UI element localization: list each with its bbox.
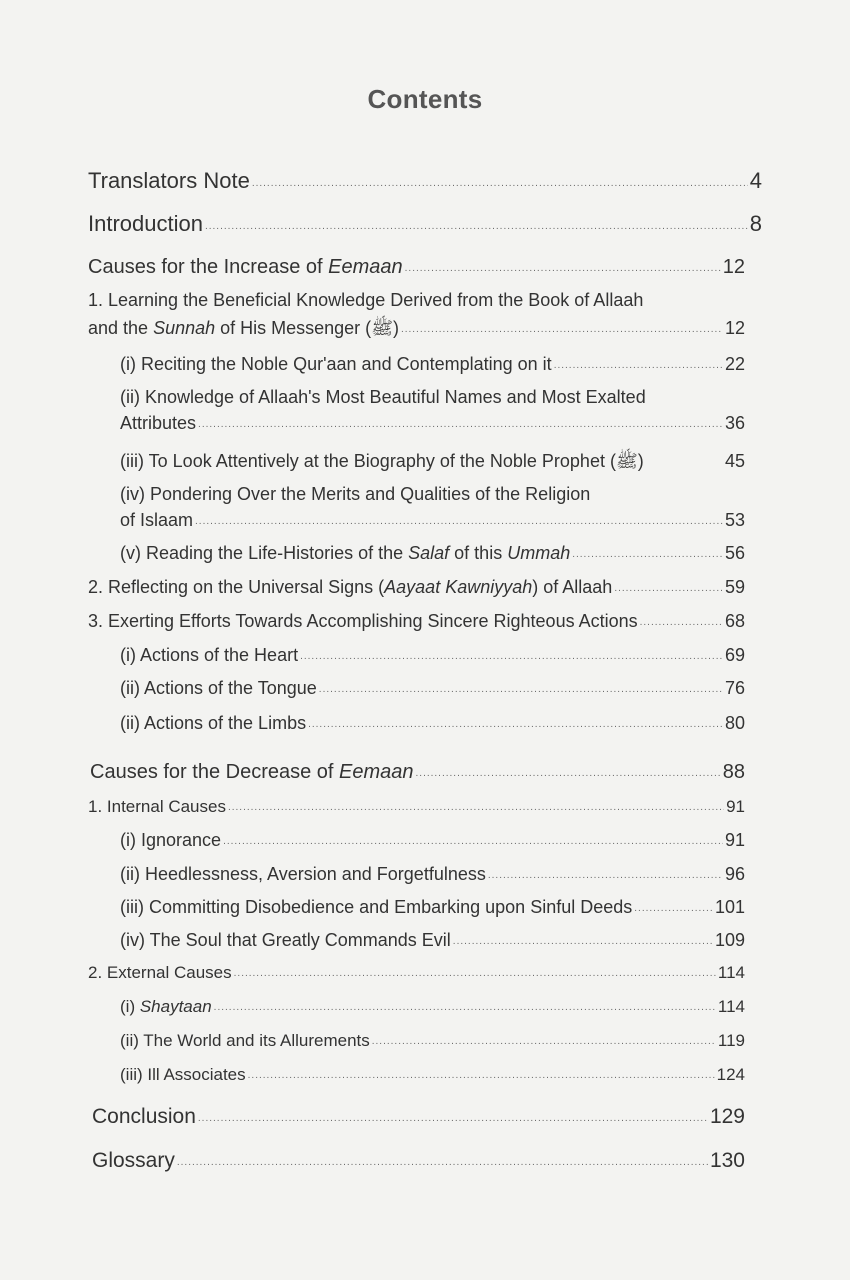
toc-entry-label: Translators Note: [88, 168, 250, 193]
toc-entry-page: 109: [714, 930, 745, 950]
dot-leader: [252, 178, 748, 189]
dot-leader: [248, 1070, 715, 1081]
toc-entry-page: 76: [724, 678, 745, 698]
toc-entry-page: 114: [717, 997, 745, 1016]
toc-entry-page: 56: [724, 543, 745, 563]
toc-entry-page: 69: [724, 645, 745, 665]
toc-entry-label-line1: (ii) Knowledge of Allaah's Most Beautiful Names and Most Exalted: [120, 387, 646, 407]
toc-entry-conclusion[interactable]: [92, 1105, 745, 1129]
toc-entry-knowledge-names[interactable]: [120, 387, 745, 434]
toc-entry-external-causes[interactable]: [88, 963, 745, 983]
dot-leader: [223, 836, 723, 847]
toc-entry-label-line1: (iv) Pondering Over the Merits and Qualities of the Religion: [120, 484, 591, 504]
toc-entry-label: (v) Reading the Life-Histories of the Salaf of this Ummah: [120, 543, 571, 563]
toc-entry-label: (iv) The Soul that Greatly Commands Evil: [120, 930, 451, 950]
toc-entry-label: (ii) Actions of the Limbs: [120, 713, 307, 733]
dot-leader: [198, 419, 723, 430]
toc-entry-introduction[interactable]: [88, 211, 762, 237]
toc-entry-label: Causes for the Decrease of Eemaan: [90, 761, 414, 783]
toc-entry-label: Causes for the Increase of Eemaan: [88, 256, 403, 278]
dot-leader: [614, 583, 723, 594]
dot-leader: [634, 903, 713, 914]
toc-entry-page: 124: [716, 1065, 745, 1084]
toc-entry-label: Glossary: [92, 1149, 175, 1172]
toc-entry-page: 53: [724, 510, 745, 530]
toc-entry-label: (ii) Heedlessness, Aversion and Forgetfulness: [120, 864, 486, 884]
toc-entry-page: 12: [722, 256, 745, 278]
toc-entry-actions-limbs[interactable]: [120, 713, 745, 734]
toc-entry-label: (iii) To Look Attentively at the Biography of the Noble Prophet (ﷺ): [120, 451, 644, 471]
toc-entry-disobedience[interactable]: [120, 897, 745, 918]
dot-leader: [572, 549, 723, 560]
dot-leader: [214, 1002, 716, 1013]
toc-entry-universal-signs[interactable]: [88, 577, 745, 598]
toc-entry-actions-tongue[interactable]: [120, 678, 745, 699]
toc-entry-label: (ii) Actions of the Tongue: [120, 678, 317, 698]
toc-entry-page: 101: [714, 897, 745, 917]
toc-entry-ignorance[interactable]: [120, 830, 745, 851]
toc-entry-page: 12: [724, 318, 745, 338]
toc-entry-label: (i) Reciting the Noble Qur'aan and Contemplating on it: [120, 354, 552, 374]
toc-entry-page: 130: [709, 1149, 745, 1172]
toc-entry-label: Introduction: [88, 211, 203, 236]
toc-entry-merits-religion[interactable]: [120, 484, 745, 531]
toc-entry-reciting-quraan[interactable]: [120, 354, 745, 375]
dot-leader: [416, 768, 721, 779]
toc-entry-shaytaan[interactable]: [120, 997, 745, 1017]
toc-entry-page: 96: [724, 864, 745, 884]
dot-leader: [640, 617, 723, 628]
dot-leader: [300, 651, 723, 662]
toc-entry-page: 36: [724, 413, 745, 433]
toc-entry-page: 80: [724, 713, 745, 733]
toc-entry-label: (i) Shaytaan: [120, 997, 212, 1016]
toc-entry-life-histories[interactable]: [120, 543, 745, 564]
toc-entry-ill-associates[interactable]: [120, 1065, 745, 1085]
dot-leader: [319, 684, 723, 695]
toc-entry-heedlessness[interactable]: [120, 864, 745, 885]
toc-entry-label: (iii) Ill Associates: [120, 1065, 246, 1084]
toc-entry-page: 22: [724, 354, 745, 374]
page-title: Contents: [367, 84, 483, 114]
dot-leader: [554, 360, 723, 371]
toc-entry-label: 3. Exerting Efforts Towards Accomplishing Sincere Righteous Actions: [88, 611, 638, 631]
toc-entry-learning-knowledge[interactable]: [88, 290, 745, 343]
toc-entry-label-line1: 1. Learning the Beneficial Knowledge Derived from the Book of Allaah: [88, 290, 644, 310]
toc-entry-biography-prophet[interactable]: [120, 450, 745, 476]
toc-entry-glossary[interactable]: [92, 1149, 745, 1173]
toc-entry-page: 119: [717, 1031, 745, 1050]
dot-leader: [308, 719, 723, 730]
toc-entry-label-line2: Attributes: [120, 413, 197, 433]
toc-entry-page: 4: [749, 168, 762, 193]
toc-entry-label-line2: and the Sunnah of His Messenger (ﷺ): [88, 318, 399, 338]
dot-leader: [177, 1157, 708, 1168]
toc-entry-label: 2. Reflecting on the Universal Signs (Aayaat Kawniyyah) of Allaah: [88, 577, 613, 597]
toc-entry-label: 1. Internal Causes: [88, 797, 226, 816]
toc-entry-translators-note[interactable]: [88, 168, 762, 194]
dot-leader: [405, 263, 721, 274]
dot-leader: [372, 1036, 716, 1047]
toc-entry-causes-increase[interactable]: [88, 256, 745, 279]
toc-entry-label: 2. External Causes: [88, 963, 232, 982]
toc-entry-page: 59: [724, 577, 745, 597]
toc-entry-page: 91: [724, 830, 745, 850]
toc-entry-internal-causes[interactable]: [88, 797, 745, 817]
dot-leader: [488, 870, 723, 881]
toc-entry-page: 8: [749, 211, 762, 236]
toc-entry-label: Conclusion: [92, 1105, 196, 1128]
dot-leader: [228, 802, 724, 813]
dot-leader: [198, 1113, 708, 1124]
toc-entry-page: 114: [717, 963, 745, 982]
dot-leader: [205, 221, 748, 232]
toc-entry-page: 91: [726, 797, 745, 816]
toc-entry-page: 88: [722, 761, 745, 783]
toc-entry-world-allurements[interactable]: [120, 1031, 745, 1051]
toc-entry-label: (i) Actions of the Heart: [120, 645, 299, 665]
dot-leader: [195, 516, 723, 527]
toc-entry-soul-evil[interactable]: [120, 930, 745, 951]
dot-leader: [401, 324, 723, 335]
toc-entry-page: 45: [724, 451, 745, 471]
toc-entry-label-line2: of Islaam: [120, 510, 194, 530]
toc-entry-causes-decrease[interactable]: [90, 761, 745, 784]
toc-entry-label: (iii) Committing Disobedience and Embarking upon Sinful Deeds: [120, 897, 633, 917]
toc-entry-label: (i) Ignorance: [120, 830, 222, 850]
toc-entry-exerting-efforts[interactable]: [88, 611, 745, 632]
dot-leader: [453, 936, 713, 947]
dot-leader: [234, 968, 716, 979]
toc-entry-label: (ii) The World and its Allurements: [120, 1031, 370, 1050]
toc-entry-page: 68: [724, 611, 745, 631]
toc-entry-page: 129: [709, 1105, 745, 1128]
toc-entry-actions-heart[interactable]: [120, 645, 745, 666]
